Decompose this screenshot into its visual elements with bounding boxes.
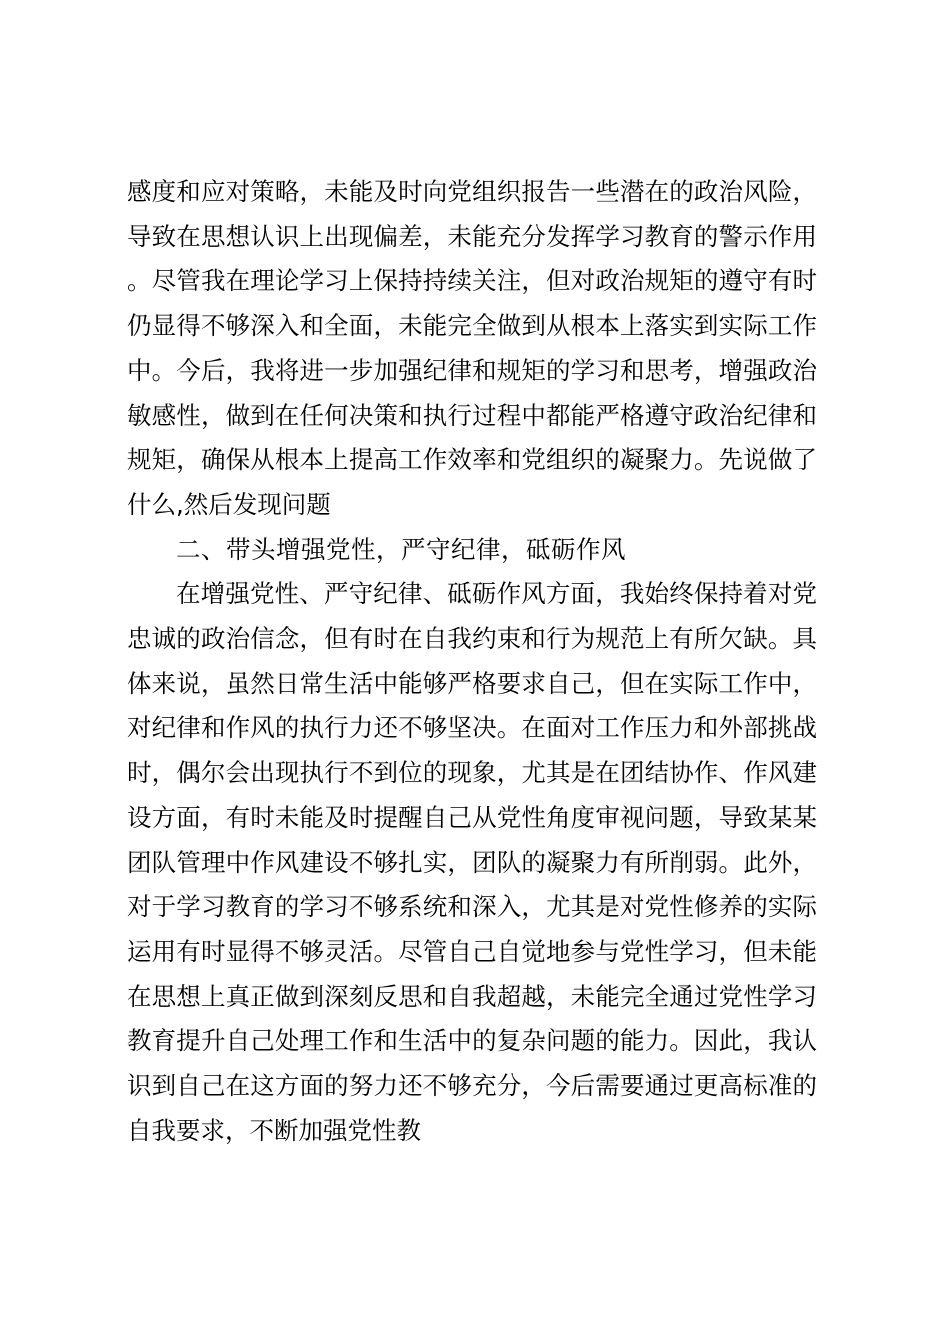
paragraph-continued: 感度和应对策略，未能及时向党组织报告一些潜在的政治风险，导致在思想认识上出现偏差，未能充分发挥学习教育的警示作用。尽管我在理论学习上保持持续关注，但对政治规矩的遵守有时仍显得不够深入和全面，未能完全做到从根本上落实到实际工作中。今后，我将进一步加强纪律和规矩的学习和思考，增强政治敏感性，做到在任何决策和执行过程中都能严格遵守政治纪律和规矩，确保从根本上提高工作效率和党组织的凝聚力。先说做了什么,然后发现问题 (127, 177, 817, 519)
paragraph-section-body: 在增强党性、严守纪律、砥砺作风方面，我始终保持着对党忠诚的政治信念，但有时在自我约束和行为规范上有所欠缺。具体来说，虽然日常生活中能够严格要求自己，但在实际工作中，对纪律和作风的执行力还不够坚决。在面对工作压力和外部挑战时，偶尔会出现执行不到位的现象，尤其是在团结协作、作风建设方面，有时未能及时提醒自己从党性角度审视问题，导致某某团队管理中作风建设不够扎实，团队的凝聚力有所削弱。此外，对于学习教育的学习不够系统和深入，尤其是对党性修养的实际运用有时显得不够灵活。尽管自己自觉地参与党性学习，但未能在思想上真正做到深刻反思和自我超越，未能完全通过党性学习教育提升自己处理工作和生活中的复杂问题的能力。因此，我认识到自己在这方面的努力还不够充分，今后需要通过更高标准的自我要求，不断加强党性教 (127, 579, 817, 1145)
document-body (127, 170, 817, 1153)
section-heading: 二、带头增强党性，严守纪律，砥砺作风 (176, 534, 626, 564)
